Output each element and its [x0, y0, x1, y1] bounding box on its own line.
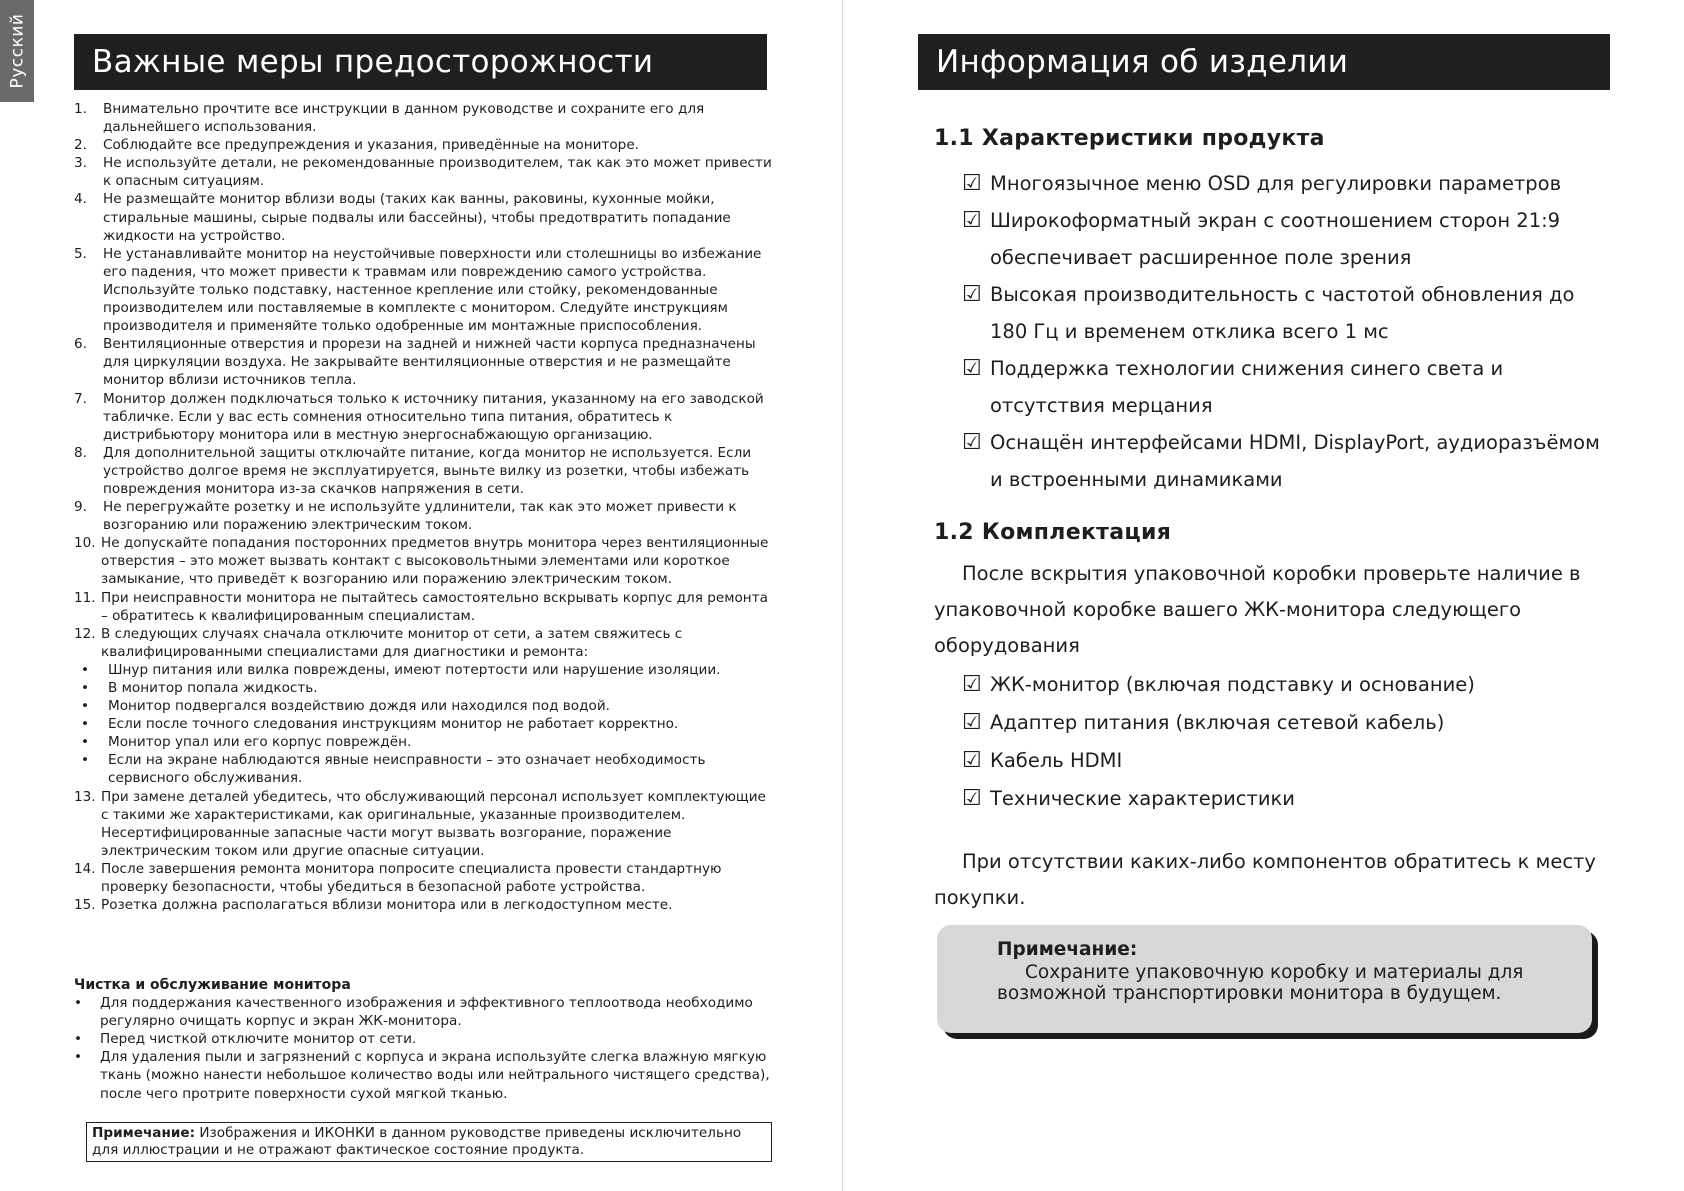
features-list — [962, 165, 1602, 498]
list-item: 10. Не допускайте попадания посторонних предметов внутрь монитора через вентиляционные отверстия – это может вызвать контакт с высоковольтными элементами или короткое замыкание, что приведёт к возгоранию или поражению электрическим током. — [74, 535, 769, 588]
section-title-package: 1.2 Комплектация — [934, 520, 1172, 545]
list-item: 5. Не устанавливайте монитор на неустойчивые поверхности или столешницы во избежание его падения, что может привести к травмам или повреждению самого устройства. Используйте только подставку, настенное крепление или стойку, рекомендованные производителем или поставляемые в комплекте с монитором. Следуйте инструкциям производителя и применяйте только одобренные им монтажные приспособления. — [74, 245, 762, 335]
list-item: ☑ Высокая производительность с частотой обновления до 180 Гц и временем отклика всего 1 мс — [962, 276, 1602, 350]
list-item: 9. Не перегружайте розетку и не используйте удлинители, так как это может привести к возгоранию или поражению электрическим током. — [74, 499, 737, 534]
sub-list-item: • Если после точного следования инструкциям монитор не работает корректно. — [81, 716, 679, 733]
left-page-title: Важные меры предосторожности — [74, 34, 767, 90]
checkbox-icon: ☑ — [962, 710, 982, 735]
sub-list-item: • Монитор подвергался воздействию дождя или находился под водой. — [81, 698, 610, 715]
cleaning-section — [74, 976, 774, 1103]
sub-list-item: • Монитор упал или его корпус повреждён. — [81, 734, 412, 751]
list-item: 6. Вентиляционные отверстия и прорези на задней и нижней части корпуса предназначены для циркуляции воздуха. Не закрывайте вентиляционные отверстия и не размещайте монитор вблизи источников тепла. — [74, 336, 756, 389]
list-item: ☑ Адаптер питания (включая сетевой кабель) — [962, 704, 1562, 742]
list-item: 13. При замене деталей убедитесь, что обслуживающий персонал использует комплектующие с такими же характеристиками, как оригинальные, указанные производителем. Несертифицированные запасные части могут вызвать возгорание, поражение электрическим током или другие опасные ситуации. — [74, 788, 766, 859]
list-item: 12. В следующих случаях сначала отключите монитор от сети, а затем свяжитесь с квалифицированными специалистами для диагностики и ремонта: — [74, 625, 683, 660]
list-item: 1. Внимательно прочтите все инструкции в данном руководстве и сохраните его для дальнейшего использования. — [74, 101, 705, 136]
list-item: 14. После завершения ремонта монитора попросите специалиста провести стандартную проверку безопасности, чтобы убедиться в безопасной работе устройства. — [74, 860, 722, 896]
list-item: 3. Не используйте детали, не рекомендованные производителем, так как это может привести к опасным ситуациям. — [74, 155, 772, 190]
note-text: Сохраните упаковочную коробку и материалы для возможной транспортировки монитора в будущем. — [997, 962, 1524, 1004]
right-page-title: Информация об изделии — [918, 34, 1610, 90]
list-item: ☑ Оснащён интерфейсами HDMI, DisplayPort, аудиоразъёмом и встроенными динамиками — [962, 424, 1602, 498]
illustration-note — [86, 1122, 772, 1162]
checkbox-icon: ☑ — [962, 786, 982, 811]
list-item: • Для удаления пыли и загрязнений с корпуса и экрана используйте слегка влажную мягкую ткань (можно нанести небольшое количество воды или нейтрального чистящего средства), после чего протрите поверхности сухой мягкой тканью. — [74, 1049, 770, 1102]
sub-list-item: • Если на экране наблюдаются явные неисправности – это означает необходимость сервисного обслуживания. — [81, 752, 706, 787]
checkbox-icon: ☑ — [962, 430, 982, 455]
list-item: ☑ ЖК-монитор (включая подставку и основание) — [962, 666, 1562, 704]
page-divider — [842, 0, 843, 1191]
checkbox-icon: ☑ — [962, 748, 982, 773]
list-item: ☑ Кабель HDMI — [962, 742, 1562, 780]
note-text: Изображения и ИКОНКИ в данном руководстве приведены исключительно для иллюстрации и не отражают фактическое состояние продукта. — [92, 1125, 742, 1158]
list-item: 15. Розетка должна располагаться вблизи монитора или в легкодоступном месте. — [74, 897, 673, 914]
list-item: 4. Не размещайте монитор вблизи воды (таких как ванны, раковины, кухонные мойки, стиральные машины, сырые подвалы или бассейны), чтобы предотвратить попадание жидкости на устройство. — [74, 191, 731, 244]
missing-parts-text: При отсутствии каких-либо компонентов обратитесь к месту покупки. — [934, 850, 1596, 909]
list-item: ☑ Поддержка технологии снижения синего света и отсутствия мерцания — [962, 350, 1602, 424]
language-tab — [0, 0, 34, 102]
checkbox-icon: ☑ — [962, 171, 982, 196]
list-item: 7. Монитор должен подключаться только к источнику питания, указанному на его заводской табличке. Если у вас есть сомнения относительно типа питания, обратитесь к дистрибьютору монитора или в местную энергоснабжающую организацию. — [74, 390, 764, 443]
checkbox-icon: ☑ — [962, 208, 982, 233]
checkbox-icon: ☑ — [962, 672, 982, 697]
list-item: ☑ Широкоформатный экран с соотношением сторон 21:9 обеспечивает расширенное поле зрения — [962, 202, 1602, 276]
note-label: Примечание: — [997, 939, 1138, 960]
language-tab-label: Русский — [7, 13, 27, 89]
list-item: 2. Соблюдайте все предупреждения и указания, приведённые на мониторе. — [74, 137, 639, 154]
safety-list — [74, 100, 774, 914]
package-note — [937, 925, 1592, 1033]
list-item: • Для поддержания качественного изображения и эффективного теплоотвода необходимо регулярно очищать корпус и экран ЖК-монитора. — [74, 995, 753, 1030]
list-item: 11. При неисправности монитора не пытайтесь самостоятельно вскрывать корпус для ремонта – обратитесь к квалифицированным специалистам. — [74, 589, 768, 624]
list-item: ☑ Многоязычное меню OSD для регулировки параметров — [962, 165, 1602, 202]
sub-list-item: • В монитор попала жидкость. — [81, 680, 318, 696]
list-item: • Перед чисткой отключите монитор от сети. — [74, 1031, 417, 1048]
package-intro: После вскрытия упаковочной коробки проверьте наличие в упаковочной коробке вашего ЖК-монитора следующего оборудования — [934, 562, 1581, 657]
package-list — [962, 666, 1562, 818]
section-title-features: 1.1 Характеристики продукта — [934, 126, 1325, 151]
list-item: 8. Для дополнительной защиты отключайте питание, когда монитор не используется. Если устройство долгое время не эксплуатируется, выньте вилку из розетки, чтобы избежать повреждения монитора из-за скачков напряжения в сети. — [74, 444, 752, 497]
sub-list — [74, 661, 774, 788]
list-item: ☑ Технические характеристики — [962, 780, 1562, 818]
checkbox-icon: ☑ — [962, 356, 982, 381]
checkbox-icon: ☑ — [962, 282, 982, 307]
note-label: Примечание: — [92, 1125, 196, 1141]
sub-list-item: • Шнур питания или вилка повреждены, имеют потертости или нарушение изоляции. — [81, 661, 721, 678]
cleaning-title: Чистка и обслуживание монитора — [74, 977, 351, 993]
